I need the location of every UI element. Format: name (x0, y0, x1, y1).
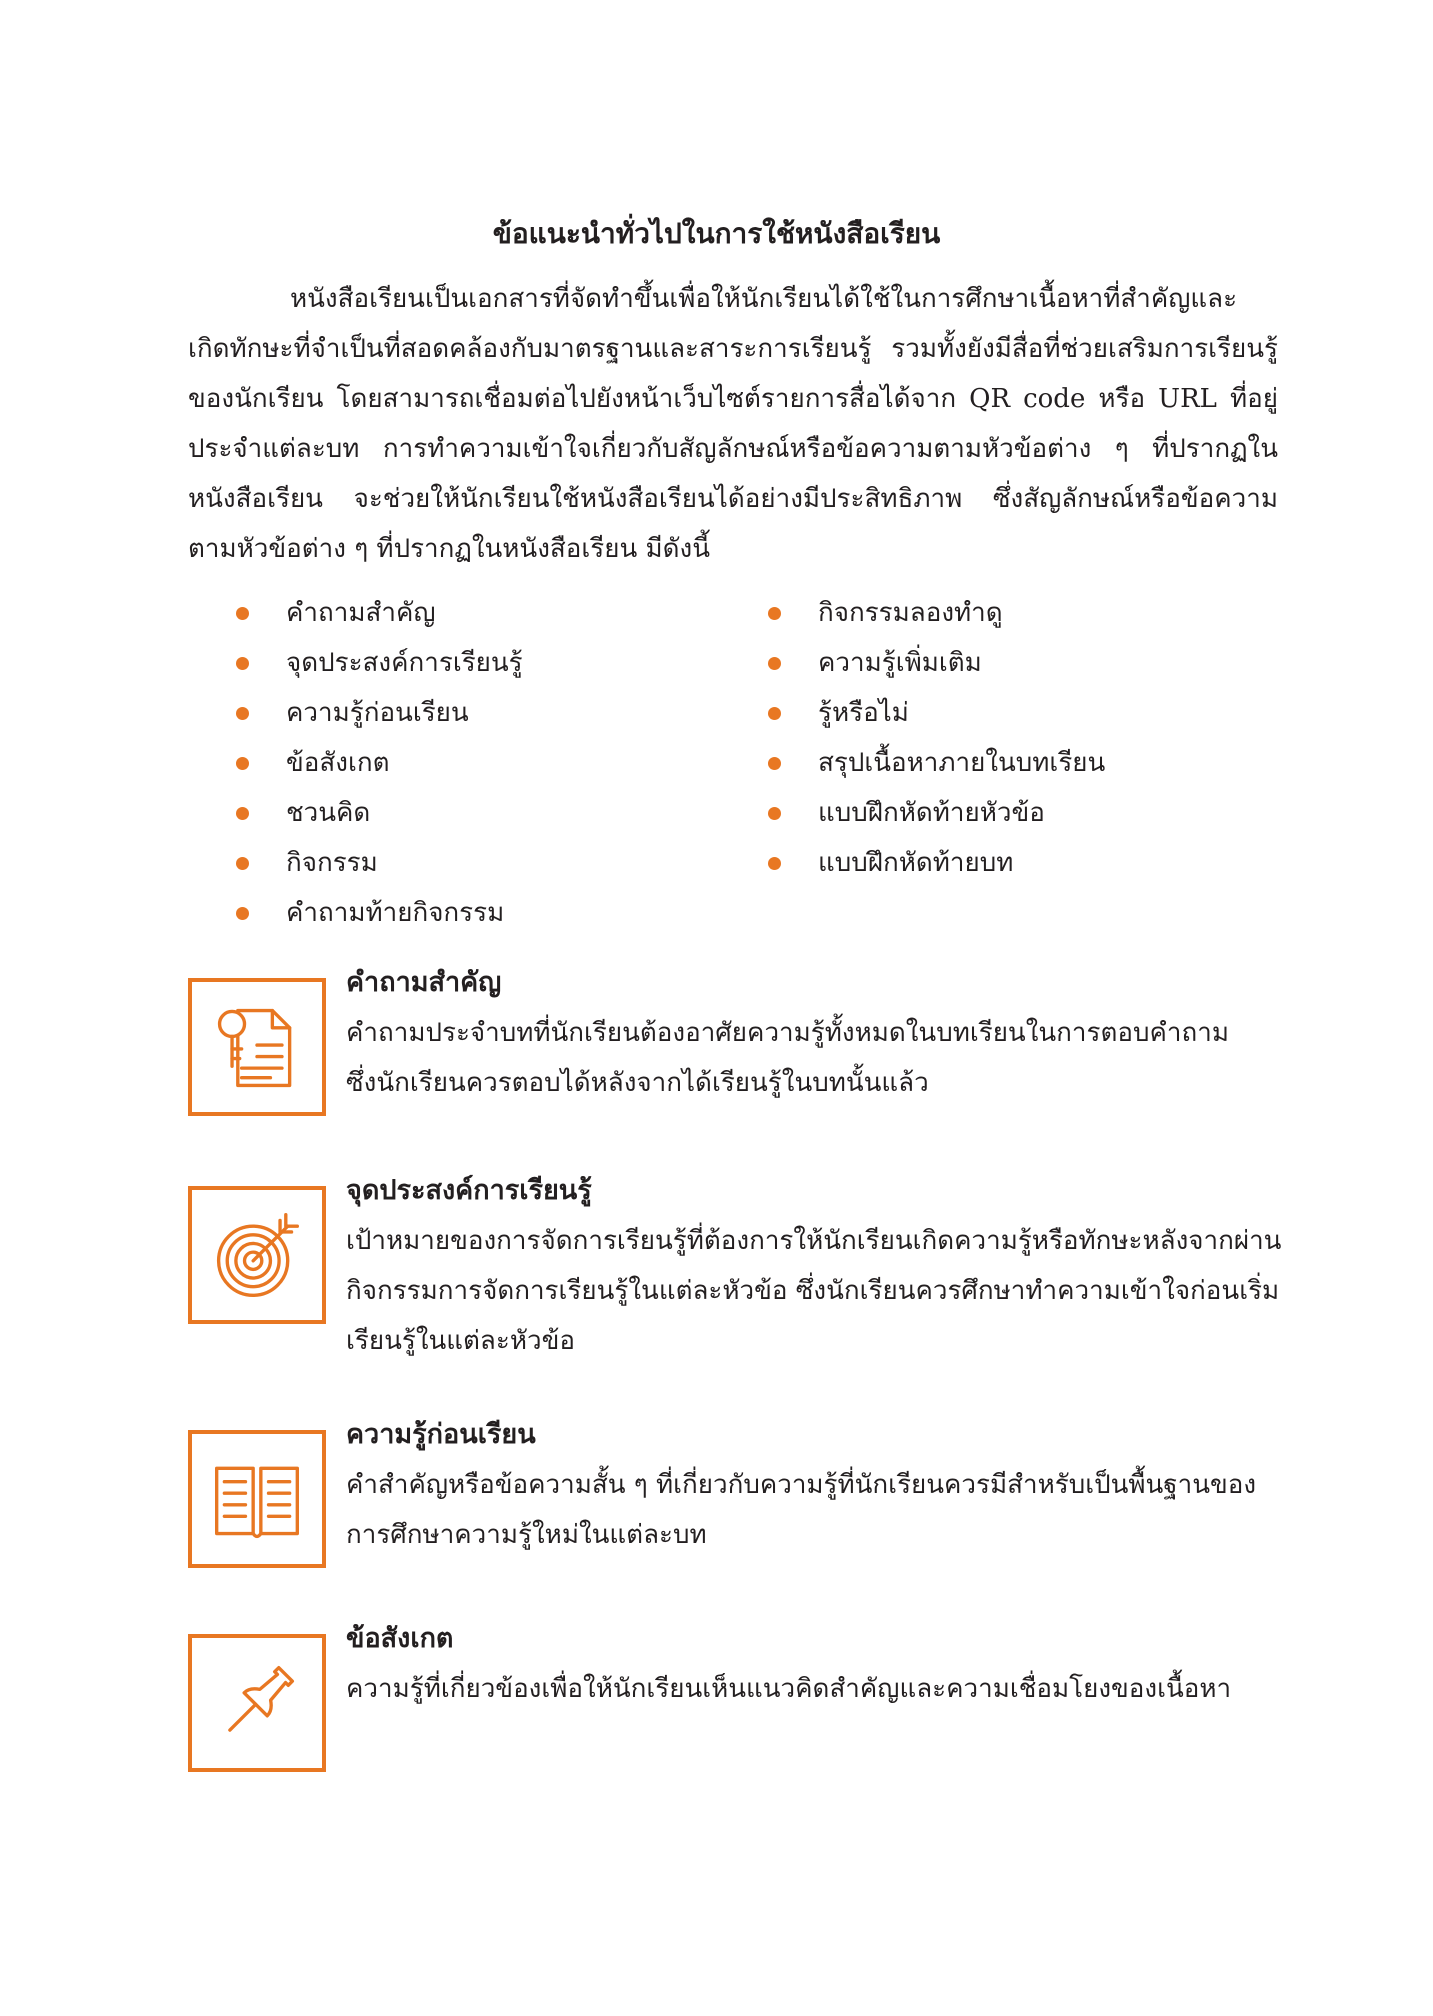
bullet-dot-icon (768, 707, 781, 720)
bullet-list-right (768, 588, 1105, 888)
bullet-dot-icon (236, 757, 249, 770)
list-item (768, 588, 1105, 638)
list-item-label: ความรู้ก่อนเรียน (286, 698, 469, 728)
section-description: ซึ่งนักเรียนควรตอบได้หลังจากได้เรียนรู้ในบทนั้นแล้ว (346, 1068, 929, 1098)
section-heading: จุดประสงค์การเรียนรู้ (346, 1175, 592, 1206)
list-item (768, 788, 1105, 838)
section-heading: ความรู้ก่อนเรียน (346, 1419, 536, 1450)
list-item-label: กิจกรรม (286, 848, 378, 878)
bullet-dot-icon (768, 607, 781, 620)
list-item (236, 838, 523, 888)
open-book-icon (188, 1430, 326, 1568)
section-description: กิจกรรมการจัดการเรียนรู้ในแต่ละหัวข้อ ซึ่งนักเรียนควรศึกษาทำความเข้าใจก่อนเริ่ม (346, 1276, 1280, 1306)
section-description: เรียนรู้ในแต่ละหัวข้อ (346, 1326, 575, 1356)
list-item (236, 688, 523, 738)
section-description: เป้าหมายของการจัดการเรียนรู้ที่ต้องการให้นักเรียนเกิดความรู้หรือทักษะหลังจากผ่าน (346, 1226, 1282, 1256)
bullet-dot-icon (236, 707, 249, 720)
section-heading: คำถามสำคัญ (346, 967, 502, 998)
list-item (768, 638, 1105, 688)
list-item-label: สรุปเนื้อหาภายในบทเรียน (818, 748, 1106, 778)
list-item (768, 738, 1105, 788)
list-item (236, 738, 523, 788)
list-item-label: คำถามท้ายกิจกรรม (286, 898, 505, 928)
list-item-label: รู้หรือไม่ (818, 698, 909, 728)
list-item-label: จุดประสงค์การเรียนรู้ (286, 648, 523, 678)
bullet-dot-icon (768, 807, 781, 820)
list-item-label: กิจกรรมลองทำดู (818, 598, 1003, 628)
list-item (236, 888, 523, 938)
section-description: คำถามประจำบทที่นักเรียนต้องอาศัยความรู้ทั้งหมดในบทเรียนในการตอบคำถาม (346, 1018, 1229, 1048)
bullet-dot-icon (236, 857, 249, 870)
key-document-icon (188, 978, 326, 1116)
pushpin-icon (188, 1634, 326, 1772)
list-item (768, 688, 1105, 738)
list-item-label: คำถามสำคัญ (286, 598, 436, 628)
bullet-list-left (236, 588, 523, 938)
bullet-dot-icon (768, 857, 781, 870)
bullet-dot-icon (236, 907, 249, 920)
list-item-label: ชวนคิด (286, 798, 371, 828)
page-title: ข้อแนะนำทั่วไปในการใช้หนังสือเรียน (492, 217, 941, 250)
list-item-label: แบบฝึกหัดท้ายหัวข้อ (818, 798, 1045, 828)
section-description: การศึกษาความรู้ใหม่ในแต่ละบท (346, 1520, 707, 1550)
section-description: คำสำคัญหรือข้อความสั้น ๆ ที่เกี่ยวกับความรู้ที่นักเรียนควรมีสำหรับเป็นพื้นฐานของ (346, 1470, 1257, 1500)
list-item (236, 788, 523, 838)
list-item (236, 638, 523, 688)
list-item-label: ความรู้เพิ่มเติม (818, 648, 982, 678)
intro-paragraph: หนังสือเรียนเป็นเอกสารที่จัดทำขึ้นเพื่อให้นักเรียนได้ใช้ในการศึกษาเนื้อหาที่สำคัญและเกิดทักษะที่จำเป็นที่สอดคล้องกับมาตรฐานและสาระการเรียนรู้ รวมทั้งยังมีสื่อที่ช่วยเสริมการเรียนรู้ของนักเรียน โดยสามารถเชื่อมต่อไปยังหน้าเว็บไซต์รายการสื่อได้จาก QR code หรือ URL ที่อยู่ประจำแต่ละบท การทำความเข้าใจเกี่ยวกับสัญลักษณ์หรือข้อความตามหัวข้อต่าง ๆ ที่ปรากฏในหนังสือเรียน จะช่วยให้นักเรียนใช้หนังสือเรียนได้อย่างมีประสิทธิภาพ ซึ่งสัญลักษณ์หรือข้อความตามหัวข้อต่าง ๆ ที่ปรากฏในหนังสือเรียน มีดังนี้ (188, 284, 1278, 564)
bullet-dot-icon (236, 807, 249, 820)
bullet-dot-icon (236, 607, 249, 620)
section-heading: ข้อสังเกต (346, 1623, 454, 1654)
list-item-label: ข้อสังเกต (286, 748, 390, 778)
list-item (236, 588, 523, 638)
list-item (768, 838, 1105, 888)
target-icon (188, 1186, 326, 1324)
list-item-label: แบบฝึกหัดท้ายบท (818, 848, 1014, 878)
section-description: ความรู้ที่เกี่ยวข้องเพื่อให้นักเรียนเห็นแนวคิดสำคัญและความเชื่อมโยงของเนื้อหา (346, 1674, 1232, 1704)
bullet-dot-icon (768, 657, 781, 670)
bullet-dot-icon (236, 657, 249, 670)
bullet-dot-icon (768, 757, 781, 770)
